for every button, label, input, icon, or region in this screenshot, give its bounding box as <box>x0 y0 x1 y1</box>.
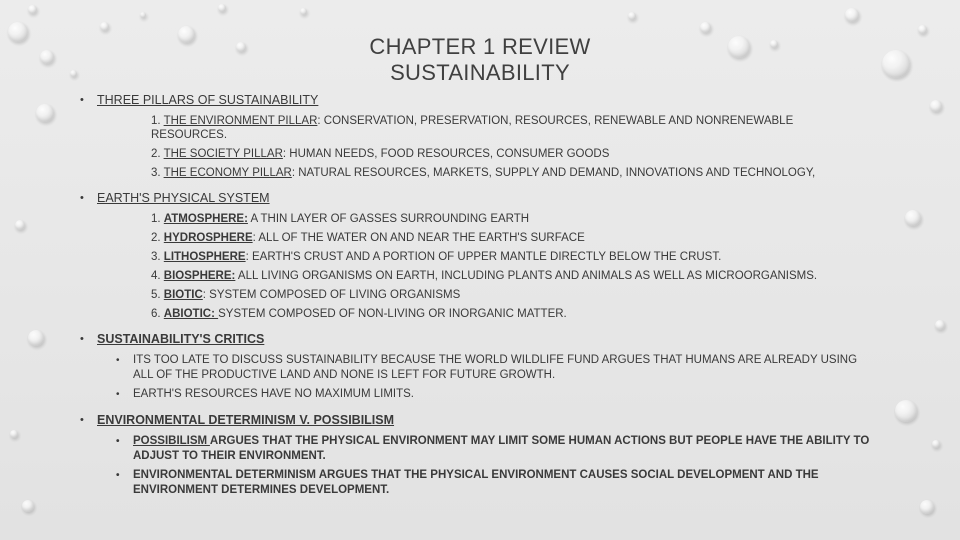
item-text: : ALL OF THE WATER ON AND NEAR THE EARTH'S SURFACE <box>252 232 585 244</box>
water-droplet <box>905 210 921 226</box>
list-item: • ITS TOO LATE TO DISCUSS SUSTAINABILITY BECAUSE THE WORLD WILDLIFE FUND ARGUES THAT HUMANS ARE ALREADY USING ALL OF THE PRODUCTIVE LAND AND NONE IS LEFT FOR FUTURE GROWTH. <box>116 353 870 383</box>
item-number: 3. <box>151 251 161 263</box>
item-term: BIOSPHERE: <box>163 270 236 282</box>
water-droplet <box>70 70 77 77</box>
list-item <box>116 468 870 498</box>
water-droplet <box>8 22 28 42</box>
water-droplet <box>728 36 750 58</box>
item-text: : SYSTEM COMPOSED OF LIVING ORGANISMS <box>202 289 461 301</box>
item-term: LITHOSPHERE <box>163 251 246 263</box>
item-term: THE ENVIRONMENT PILLAR <box>163 115 318 127</box>
bullet-list <box>80 353 870 402</box>
water-droplet <box>700 22 711 33</box>
item-text: ARGUES THAT THE PHYSICAL ENVIRONMENT MAY LIMIT SOME HUMAN ACTIONS BUT PEOPLE HAVE THE ABILITY TO ADJUST TO THEIR ENVIRONMENT. <box>133 435 870 462</box>
list-item <box>151 147 870 161</box>
water-droplet <box>10 430 18 438</box>
item-number: 3. <box>151 167 161 179</box>
item-text: : NATURAL RESOURCES, MARKETS, SUPPLY AND DEMAND, INNOVATIONS AND TECHNOLOGY, <box>291 167 816 179</box>
section-heading <box>80 92 870 108</box>
section-heading-text: EARTH'S PHYSICAL SYSTEM <box>97 191 270 205</box>
water-droplet <box>100 22 109 31</box>
water-droplet <box>28 5 37 14</box>
item-text: ENVIRONMENTAL DETERMINISM ARGUES THAT THE PHYSICAL ENVIRONMENT CAUSES SOCIAL DEVELOPMENT AND THE ENVIRONMENT DETERMINES DEVELOPMENT. <box>133 469 819 496</box>
section-critics <box>80 331 870 402</box>
water-droplet <box>300 8 307 15</box>
item-number: 2. <box>151 232 161 244</box>
water-droplet <box>36 104 54 122</box>
item-number: 1. <box>151 115 161 127</box>
slide-title <box>300 34 660 86</box>
bullet-list <box>80 434 870 498</box>
water-droplet <box>628 12 636 20</box>
section-heading <box>80 331 870 347</box>
water-droplet <box>236 42 246 52</box>
item-text: : CONSERVATION, PRESERVATION, RESOURCES, RENEWABLE AND NONRENEWABLE RESOURCES. <box>151 115 794 141</box>
list-item: • EARTH'S RESOURCES HAVE NO MAXIMUM LIMITS. <box>116 387 870 402</box>
section-heading-text: SUSTAINABILITY'S CRITICS <box>97 332 265 346</box>
list-item <box>151 114 870 142</box>
item-term: THE SOCIETY PILLAR <box>163 148 283 160</box>
item-term: ATMOSPHERE: <box>163 213 248 225</box>
section-determinism <box>80 412 870 498</box>
item-text: ALL LIVING ORGANISMS ON EARTH, INCLUDING PLANTS AND ANIMALS AS WELL AS MICROORGANISMS. <box>235 270 818 282</box>
title-line-1: CHAPTER 1 REVIEW <box>369 34 591 59</box>
water-droplet <box>178 26 195 43</box>
list-item <box>151 307 870 321</box>
slide-body <box>80 92 870 508</box>
item-term: THE ECONOMY PILLAR <box>163 167 292 179</box>
water-droplet <box>40 50 54 64</box>
water-droplet <box>22 500 34 512</box>
item-number: 6. <box>151 308 161 320</box>
water-droplet <box>920 500 934 514</box>
section-heading <box>80 412 870 428</box>
item-term: HYDROSPHERE <box>163 232 253 244</box>
section-heading-text: ENVIRONMENTAL DETERMINISM V. POSSIBILISM <box>97 413 395 427</box>
water-droplet <box>918 25 927 34</box>
list-item <box>116 434 870 464</box>
water-droplet <box>845 8 859 22</box>
item-text: A THIN LAYER OF GASSES SURROUNDING EARTH <box>247 213 530 225</box>
water-droplet <box>882 50 910 78</box>
item-text: : EARTH'S CRUST AND A PORTION OF UPPER MANTLE DIRECTLY BELOW THE CRUST. <box>245 251 722 263</box>
item-term: POSSIBILISM <box>133 435 210 447</box>
section-three-pillars <box>80 92 870 180</box>
item-number: 1. <box>151 213 161 225</box>
water-droplet <box>930 100 942 112</box>
numbered-list <box>80 212 870 321</box>
list-item <box>151 269 870 283</box>
list-item <box>151 288 870 302</box>
numbered-list <box>80 114 870 180</box>
item-text: : HUMAN NEEDS, FOOD RESOURCES, CONSUMER GOODS <box>282 148 610 160</box>
list-item <box>151 212 870 226</box>
water-droplet <box>140 12 146 18</box>
section-heading-text: THREE PILLARS OF SUSTAINABILITY <box>97 93 319 107</box>
water-droplet <box>935 320 945 330</box>
section-heading <box>80 190 870 206</box>
list-item <box>151 166 870 180</box>
list-item <box>151 231 870 245</box>
water-droplet <box>770 40 778 48</box>
item-number: 5. <box>151 289 161 301</box>
item-text: SYSTEM COMPOSED OF NON-LIVING OR INORGANIC MATTER. <box>218 308 567 320</box>
section-physical-system <box>80 190 870 321</box>
item-number: 4. <box>151 270 161 282</box>
water-droplet <box>15 220 25 230</box>
list-item <box>151 250 870 264</box>
item-number: 2. <box>151 148 161 160</box>
water-droplet <box>932 440 940 448</box>
water-droplet <box>28 330 44 346</box>
title-line-2: SUSTAINABILITY <box>390 60 570 85</box>
water-droplet <box>895 400 917 422</box>
item-term: BIOTIC <box>163 289 203 301</box>
item-term: ABIOTIC: <box>163 308 219 320</box>
water-droplet <box>218 4 226 12</box>
